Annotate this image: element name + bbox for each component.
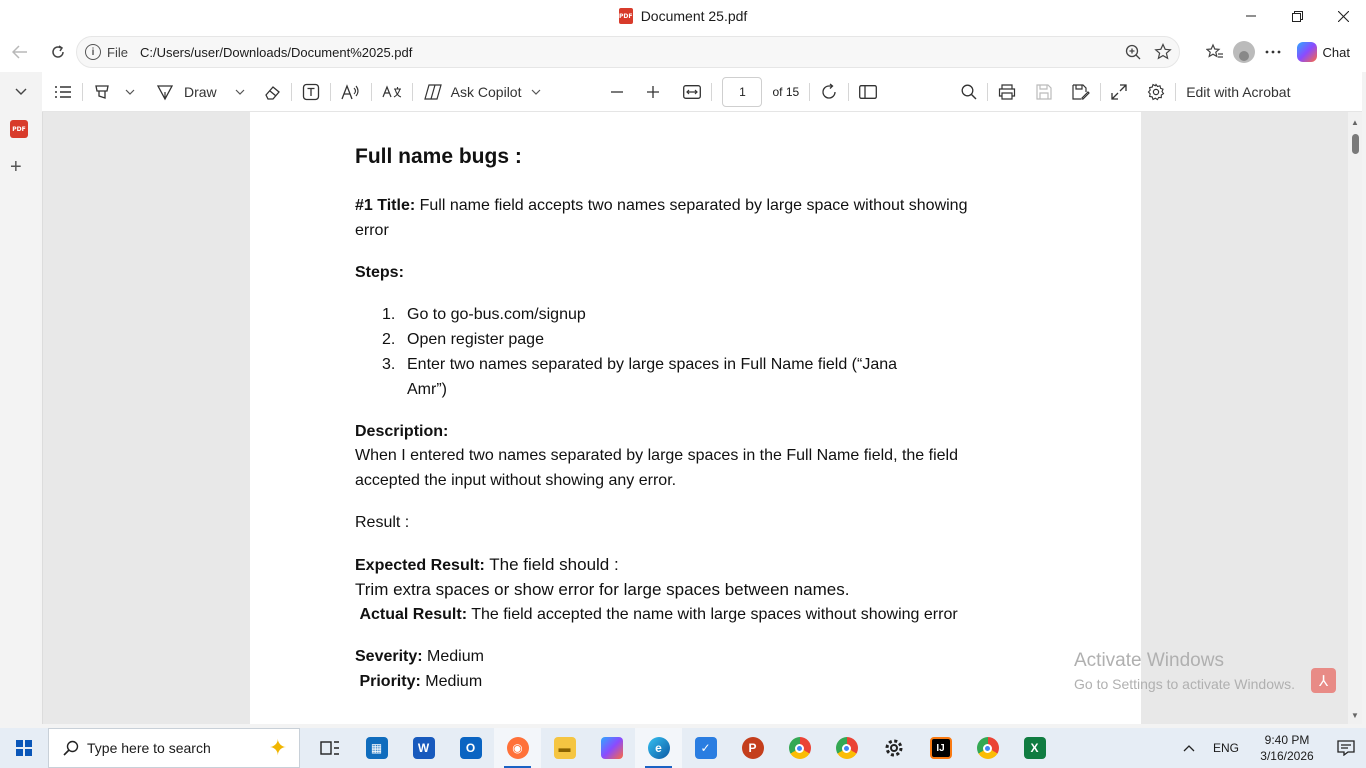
ask-copilot-label: Ask Copilot [450,83,522,100]
list-text: Amr”) [407,381,447,398]
scroll-thumb[interactable] [1352,134,1359,154]
sparkle-icon: ✦ [268,735,287,760]
bug-title-line [355,193,967,218]
taskbar-app-intellij[interactable] [917,728,964,768]
document-heading: Full name bugs : [355,145,522,168]
toolbar-separator [1100,83,1101,101]
translate-icon [382,83,402,101]
expected-result-line-2: Trim extra spaces or show error for large spaces between names. [355,580,850,599]
toolbar-separator [291,83,292,101]
taskbar-app-word[interactable] [400,728,447,768]
edge-icon: e [648,737,670,759]
notification-icon [1337,740,1355,756]
pinned-apps [306,728,1058,768]
taskbar-app-edge[interactable] [635,728,682,768]
draw-pen-icon [156,83,174,101]
plus-icon [647,86,659,98]
list-item [382,352,897,377]
fit-width-icon [683,85,701,99]
chevron-down-icon [15,88,27,96]
chevron-down-icon [531,89,541,95]
refresh-icon [50,44,66,60]
task-view-icon [320,739,340,757]
store-icon: ▦ [366,737,388,759]
page-number-input[interactable]: 1 [722,77,762,107]
list-number: 1. [382,306,396,323]
expected-text: The field should : [484,555,619,574]
draw-button[interactable] [156,72,245,112]
list-item [382,327,897,352]
rotate-button[interactable] [820,72,838,112]
vertical-tab-rail [0,112,40,728]
draw-label: Draw [184,83,217,100]
copilot-chat-button[interactable] [1291,42,1356,62]
gear-icon [884,738,904,758]
toolbar-separator [1175,83,1176,101]
taskbar-app-file-explorer[interactable] [541,728,588,768]
new-tab-button[interactable]: + [10,156,22,178]
start-button[interactable] [0,728,48,768]
pdf-viewer [42,112,1362,724]
list-text: Enter two names separated by large spaces in Full Name field (“Jana [407,356,898,373]
taskbar-app-settings[interactable] [870,728,917,768]
steps-list [382,302,897,402]
toolbar-separator [82,83,83,101]
minimize-icon [1246,11,1256,21]
steps-heading [355,260,404,285]
windows-logo-icon [16,740,32,756]
chevron-down-icon [235,89,245,95]
copilot-icon [1297,42,1317,62]
close-icon [1338,11,1349,22]
highlighter-icon [93,83,111,101]
language-indicator[interactable]: ENG [1212,741,1239,755]
save-as-button[interactable] [1072,72,1090,112]
copilot-outline-icon [423,83,443,101]
chat-label: Chat [1322,44,1350,60]
actual-result-line [355,602,958,627]
minimize-button[interactable] [1228,0,1274,32]
gear-icon [1147,83,1165,101]
pdf-tab-icon[interactable]: PDF [10,120,28,138]
word-icon: W [413,737,435,759]
taskbar-app-outlook[interactable] [447,728,494,768]
acrobat-floating-icon[interactable]: ⅄ [1311,668,1336,693]
excel-icon: X [1024,737,1046,759]
folder-icon: ▬ [554,737,576,759]
taskbar-app-powerpoint[interactable] [729,728,776,768]
highlight-button[interactable] [93,72,135,112]
clock[interactable] [1248,732,1326,764]
list-text: Open register page [407,331,544,348]
url-actions [1123,37,1173,67]
description-line-2: accepted the input without showing any error. [355,472,677,489]
edit-with-acrobat-button[interactable]: Edit with Acrobat [1186,83,1291,100]
chevron-down-icon [125,89,135,95]
toolbar-separator [371,83,372,101]
restore-icon [1292,11,1303,22]
read-aloud-icon [341,83,361,101]
window-controls [1228,0,1366,32]
pdf-toolbar [42,72,1362,112]
taskbar-app-chrome-profile[interactable] [823,728,870,768]
toolbar-separator [987,83,988,101]
title-bar [0,0,1366,32]
description-heading [355,419,448,444]
severity-value: Medium [422,648,484,665]
show-hidden-icons-button[interactable] [1174,741,1204,755]
taskbar-app-excel[interactable] [1011,728,1058,768]
save-button[interactable] [1036,72,1052,112]
watermark-line-2: Go to Settings to activate Windows. [1074,676,1295,692]
expected-result-line [355,552,619,578]
taskbar-search[interactable] [48,728,300,768]
intellij-icon: IJ [930,737,952,759]
taskbar-app-copilot[interactable] [588,728,635,768]
read-aloud-button[interactable] [341,72,361,112]
list-number: 3. [382,356,396,373]
system-tray [1174,728,1366,768]
toolbar-separator [412,83,413,101]
toolbar-separator [848,83,849,101]
title-text: Full name field accepts two names separated by large space without showing [415,197,968,214]
refresh-button[interactable] [40,36,76,68]
title-label: #1 Title: [355,197,416,214]
list-item-continuation [382,377,897,402]
contents-button[interactable] [54,72,72,112]
restore-button[interactable] [1274,0,1320,32]
address-bar [0,32,1366,72]
close-button[interactable] [1320,0,1366,32]
browser-toolbar-right [1205,36,1356,68]
back-arrow-icon [12,45,28,59]
activate-windows-watermark [1074,650,1295,692]
pdf-file-icon: PDF [619,8,633,24]
clock-date: 3/16/2026 [1260,749,1314,763]
list-item [382,302,897,327]
task-view-button[interactable] [306,728,353,768]
zoom-icon[interactable] [1123,42,1143,62]
priority-line [355,669,482,694]
taskbar-app-chrome-2[interactable] [964,728,1011,768]
priority-value: Medium [420,673,483,690]
todo-icon: ✓ [695,737,717,759]
search-placeholder: Type here to search [87,740,211,756]
taskbar [0,728,1366,768]
more-options-icon[interactable] [1263,42,1283,62]
erase-button[interactable] [263,72,281,112]
zoom-in-button[interactable] [647,72,659,112]
clock-time: 9:40 PM [1264,733,1310,747]
favorites-icon[interactable] [1205,42,1225,62]
taskbar-app-firefox[interactable] [494,728,541,768]
outlook-icon: O [460,737,482,759]
toolbar-separator [145,83,146,101]
add-text-button[interactable] [302,72,320,112]
two-page-view-icon [859,85,877,99]
save-as-icon [1072,84,1090,100]
firefox-icon: ◉ [507,737,529,759]
bug-title-line-2: error [355,222,389,239]
priority-label: Priority: [359,673,421,690]
eraser-icon [263,83,281,101]
info-icon[interactable]: i [85,44,101,60]
url-text[interactable]: C:/Users/user/Downloads/Document%2025.pdf [139,44,413,60]
url-field[interactable] [76,36,1180,68]
chevron-up-icon [1183,744,1195,752]
profile-avatar[interactable] [1233,41,1255,63]
severity-line [355,644,484,669]
list-number: 2. [382,331,396,348]
severity-label: Severity: [355,648,423,665]
print-button[interactable] [998,72,1016,112]
minus-icon [611,86,623,98]
favorite-star-icon[interactable] [1153,42,1173,62]
chrome-icon [836,737,858,759]
steps-label: Steps: [355,264,404,281]
text-box-icon [302,83,320,101]
printer-icon [998,84,1016,100]
scroll-up-icon[interactable]: ▲ [1351,118,1359,127]
watermark-line-1: Activate Windows [1074,650,1224,671]
result-heading: Result : [355,514,410,531]
toolbar-separator [809,83,810,101]
full-screen-button[interactable] [1111,72,1127,112]
rotate-icon [820,83,838,101]
taskbar-app-chrome[interactable] [776,728,823,768]
url-scheme-label: File [107,44,128,60]
window-title-group [619,8,748,24]
powerpoint-icon: P [742,737,764,759]
pdf-settings-button[interactable] [1147,72,1165,112]
search-icon [961,84,977,100]
sidebar-collapse-button[interactable] [0,72,42,112]
pdf-page [250,112,1141,724]
notification-button[interactable] [1326,740,1366,756]
save-disk-icon [1036,84,1052,100]
search-icon [63,740,79,756]
find-button[interactable] [961,72,977,112]
taskbar-app-store[interactable] [353,728,400,768]
expand-icon [1111,84,1127,100]
description-line-1: When I entered two names separated by large spaces in the Full Name field, the field [355,447,958,464]
toolbar-separator [711,83,712,101]
expected-label: Expected Result: [355,557,485,574]
fit-width-button[interactable] [683,72,701,112]
taskbar-app-todo[interactable] [682,728,729,768]
scroll-down-icon[interactable]: ▼ [1351,711,1359,720]
page-view-button[interactable] [859,72,877,112]
page-total-label: of 15 [772,84,800,99]
translate-button[interactable] [382,72,402,112]
table-of-contents-icon [54,85,72,99]
actual-text: The field accepted the name with large spaces without showing error [467,606,958,623]
zoom-out-button[interactable] [611,72,623,112]
back-button[interactable] [2,36,38,68]
chrome-icon [789,737,811,759]
actual-label: Actual Result: [359,606,468,623]
toolbar-separator [330,83,331,101]
description-label: Description: [355,423,449,440]
list-text: Go to go-bus.com/signup [407,306,586,323]
copilot-icon [601,737,623,759]
window-title: Document 25.pdf [640,8,748,24]
chrome-icon [977,737,999,759]
vertical-scrollbar[interactable] [1348,112,1362,724]
ask-copilot-button[interactable] [423,72,542,112]
